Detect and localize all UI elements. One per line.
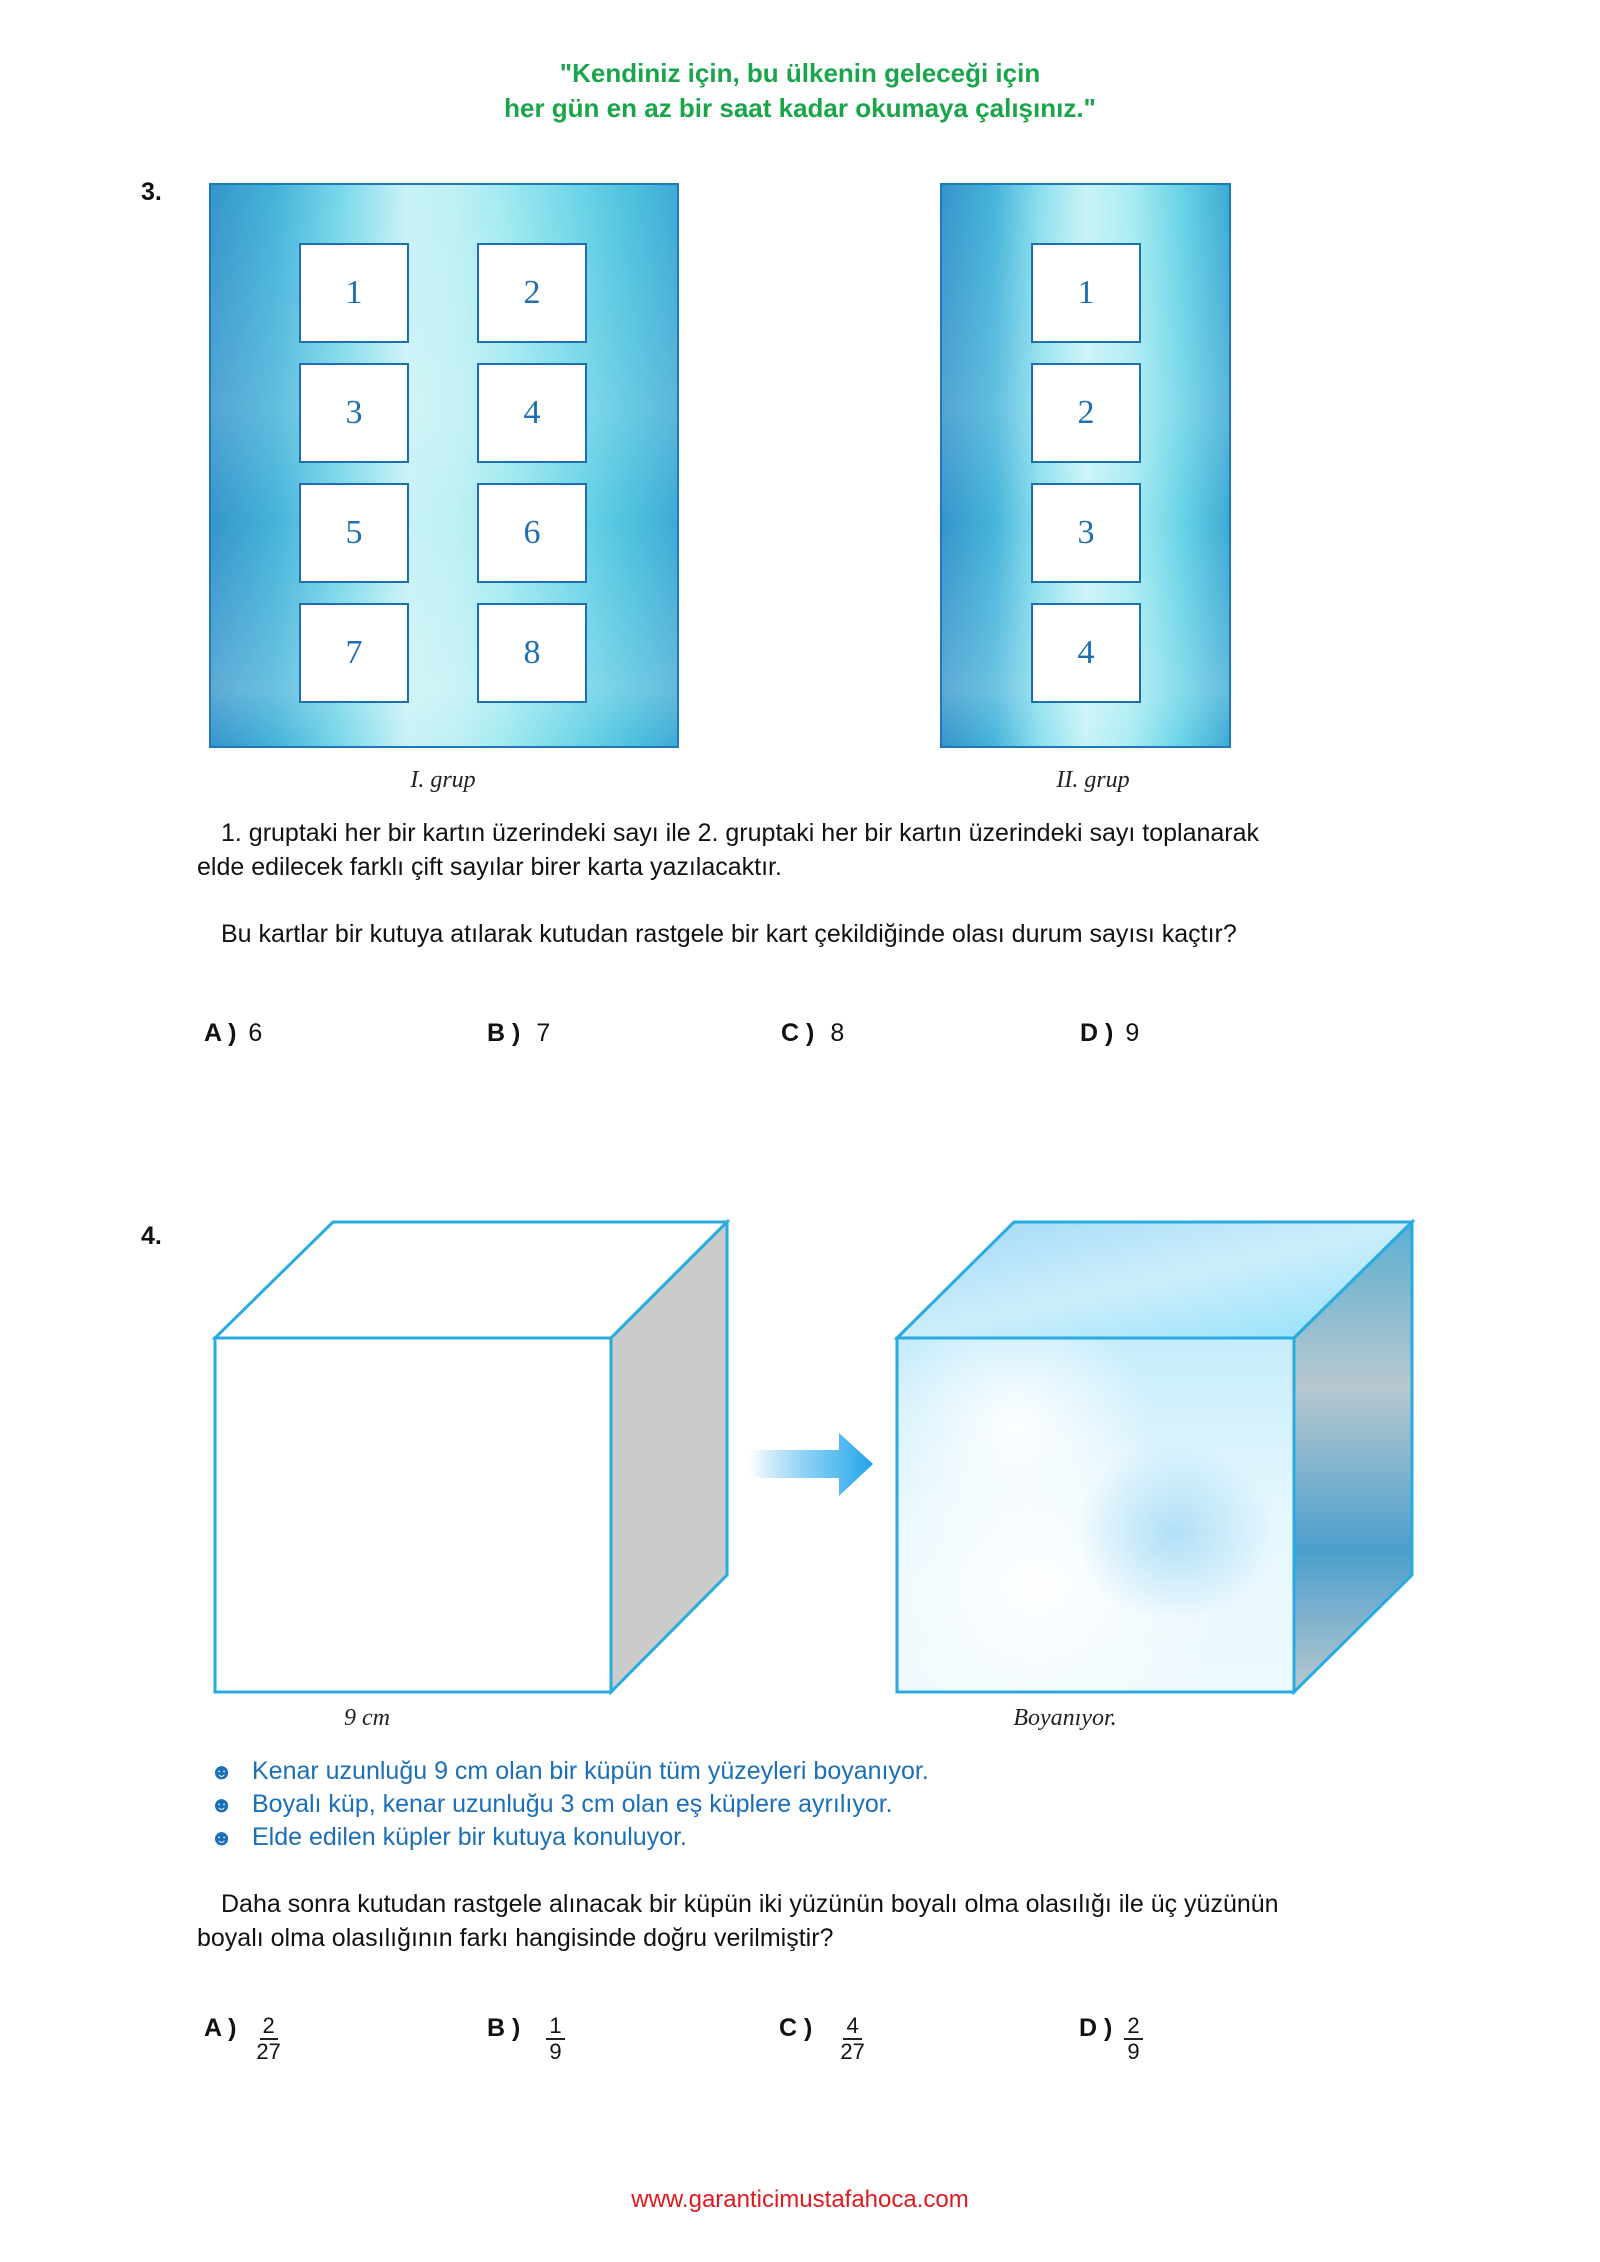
- fraction: [840, 2014, 864, 2064]
- bullet-text: Kenar uzunluğu 9 cm olan bir küpün tüm yüzeyleri boyanıyor.: [252, 1757, 929, 1785]
- option-letter: B ): [487, 2014, 521, 2042]
- card: 2: [477, 243, 587, 343]
- option-letter: C ): [781, 1019, 815, 1047]
- bullet-item: [210, 1757, 929, 1786]
- card: 5: [299, 483, 409, 583]
- denominator: 9: [1127, 2039, 1140, 2064]
- painted-cube: [897, 1222, 1412, 1692]
- option-c[interactable]: [779, 2014, 865, 2064]
- question-3-number: 3.: [141, 178, 162, 206]
- card: 4: [1031, 603, 1141, 703]
- fraction: [546, 2014, 564, 2064]
- bullet-item: [210, 1823, 687, 1852]
- unpainted-cube: [215, 1222, 727, 1692]
- card: 2: [1031, 363, 1141, 463]
- card: 6: [477, 483, 587, 583]
- bullet-item: [210, 1790, 893, 1819]
- question-3-prompt: Bu kartlar bir kutuya atılarak kutudan rastgele bir kart çekildiğinde olası durum sayısı kaçtır?: [221, 920, 1237, 948]
- cube-front-face: [215, 1338, 611, 1692]
- option-value: 6: [248, 1019, 263, 1047]
- painted-caption: Boyanıyor.: [1013, 1705, 1117, 1731]
- numerator: 2: [1124, 2014, 1142, 2040]
- card: 8: [477, 603, 587, 703]
- question-4-number: 4.: [141, 1222, 162, 1250]
- option-letter: D ): [1080, 1019, 1114, 1047]
- option-b[interactable]: [487, 2014, 565, 2064]
- question-4-text-line-1: Daha sonra kutudan rastgele alınacak bir küpün iki yüzünün boyalı olma olasılığı ile üç yüzünün: [221, 1890, 1279, 1918]
- numerator: 4: [843, 2014, 861, 2040]
- motto-line-2: her gün en az bir saat kadar okumaya çalışınız.": [504, 93, 1096, 123]
- card: 3: [299, 363, 409, 463]
- bullet-text: Boyalı küp, kenar uzunluğu 3 cm olan eş küplere ayrılıyor.: [252, 1790, 893, 1818]
- question-4-text-line-2: boyalı olma olasılığının farkı hangisinde doğru verilmiştir?: [197, 1924, 834, 1952]
- info-bullet-list: [210, 1757, 1310, 1867]
- fraction: [256, 2014, 280, 2064]
- option-value: 8: [830, 1019, 845, 1047]
- option-d[interactable]: [1079, 2014, 1143, 2064]
- option-a[interactable]: [204, 2014, 281, 2064]
- group-1-caption: I. grup: [410, 767, 476, 793]
- footer-website[interactable]: www.garanticimustafahoca.com: [631, 2186, 969, 2213]
- smiley-icon: ☻: [210, 1758, 234, 1784]
- option-letter: C ): [779, 2014, 813, 2042]
- numerator: 2: [260, 2014, 278, 2040]
- denominator: 27: [256, 2039, 281, 2064]
- smiley-icon: ☻: [210, 1791, 234, 1817]
- motto-line-1: "Kendiniz için, bu ülkenin geleceği için: [559, 58, 1041, 88]
- card: 7: [299, 603, 409, 703]
- numerator: 1: [546, 2014, 564, 2040]
- card: 1: [299, 243, 409, 343]
- cube-edge-caption: 9 cm: [344, 1705, 390, 1731]
- fraction: [1124, 2014, 1142, 2064]
- denominator: 9: [549, 2039, 562, 2064]
- option-letter: D ): [1079, 2014, 1113, 2042]
- option-value: 9: [1125, 1019, 1140, 1047]
- arrow-right-icon: [749, 1433, 873, 1496]
- smiley-icon: ☻: [210, 1824, 234, 1850]
- card: 3: [1031, 483, 1141, 583]
- option-letter: A ): [204, 1019, 237, 1047]
- question-3-text-line-1: 1. gruptaki her bir kartın üzerindeki sayı ile 2. gruptaki her bir kartın üzerindeki sayı toplanarak: [221, 819, 1260, 847]
- card: 4: [477, 363, 587, 463]
- bullet-text: Elde edilen küpler bir kutuya konuluyor.: [252, 1823, 687, 1851]
- denominator: 27: [840, 2039, 865, 2064]
- option-value: 7: [536, 1019, 551, 1047]
- question-3-text-line-2: elde edilecek farklı çift sayılar birer karta yazılacaktır.: [197, 853, 782, 881]
- option-letter: A ): [204, 2014, 237, 2042]
- card: 1: [1031, 243, 1141, 343]
- option-letter: B ): [487, 1019, 521, 1047]
- group-2-caption: II. grup: [1056, 767, 1130, 793]
